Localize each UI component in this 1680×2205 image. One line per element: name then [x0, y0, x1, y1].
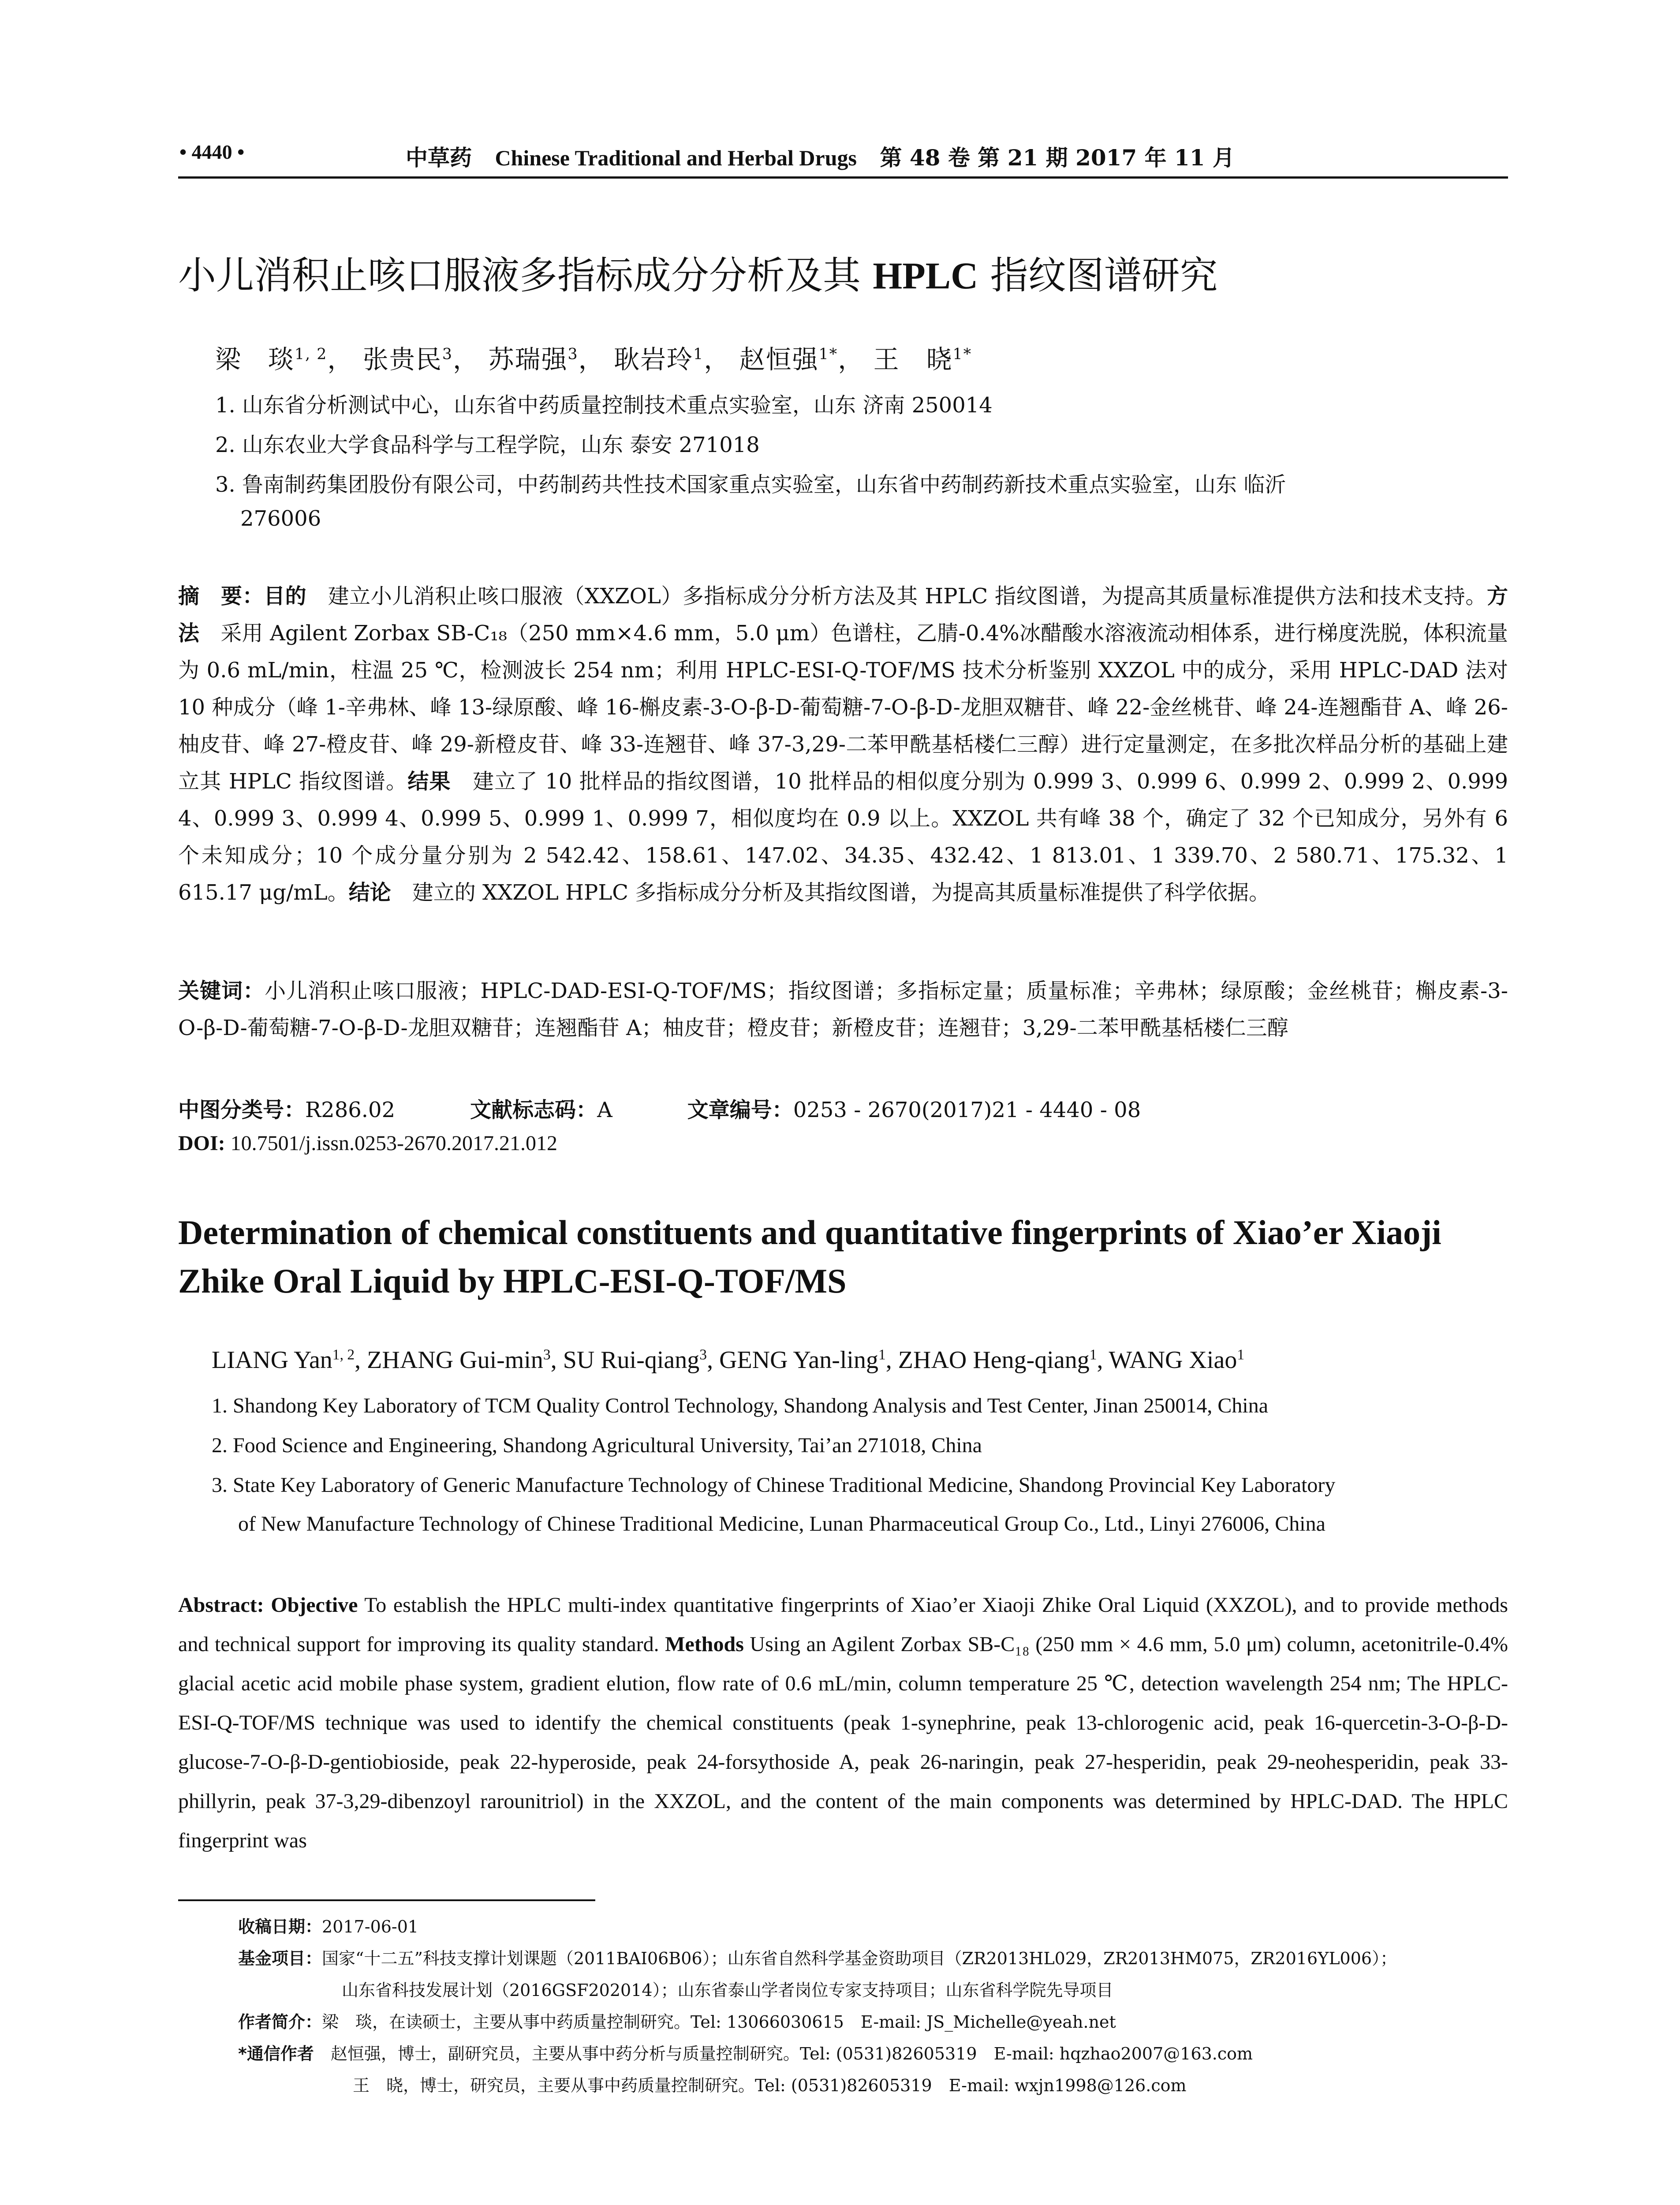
cn-affiliation-3: 3. 鲁南制药集团股份有限公司，中药制药共性技术国家重点实验室，山东省中药制药新技术重点实验室，山东 临沂	[215, 472, 1286, 497]
footnote-fund-cont: 山东省科技发展计划（2016GSF202014）；山东省泰山学者岗位专家支持项目；山东省科学院先导项目	[342, 1981, 1113, 2000]
cn-author: 王 晓	[873, 344, 953, 374]
cn-results: 建立了 10 批样品的指纹图谱，10 批样品的相似度分别为 0.999 3、0.999 6、0.999 2、0.999 2、0.999 4、0.999 3、0.999 4、0.999 5、0.999 1、0.999 7，相似度均在 0.9 以上。XXZOL 共有峰 38 个，确定了 32 个已知成分，另外有 6 个未知成分；10 个成分量分别为 2 542.42、158.61、147.02、34.35、432.42、1 813.01、1 339.70、2 580.71、175.32、1 615.17 μg/mL。	[178, 769, 1508, 905]
header-rule	[178, 176, 1508, 179]
received-label: 收稿日期：	[238, 1917, 322, 1936]
en-author-sup: 1	[878, 1346, 886, 1363]
footnote-author	[238, 2008, 1116, 2033]
cn-conclusion-label: 结论	[348, 880, 391, 905]
received-date: 2017-06-01	[322, 1917, 419, 1936]
journal-name-cn: 中草药	[406, 145, 472, 171]
en-author-sup: 1	[1089, 1346, 1097, 1363]
page-number: • 4440 •	[179, 141, 245, 163]
cn-author-sup: 1	[693, 345, 704, 363]
cn-classification	[178, 1093, 1141, 1123]
footnote-corresponding	[238, 2040, 1253, 2064]
article-no-value: 0253 - 2670(2017)21 - 4440 - 08	[793, 1098, 1141, 1122]
en-methods-label: Methods	[665, 1633, 744, 1656]
doc-code-label: 文献标志码：	[470, 1098, 597, 1122]
journal-name-en: Chinese Traditional and Herbal Drugs	[495, 146, 857, 170]
en-author-sup: 3	[699, 1346, 707, 1363]
cn-objective: 建立小儿消积止咳口服液（XXZOL）多指标成分分析方法及其 HPLC 指纹图谱，为提高其质量标准提供方法和技术支持。	[306, 584, 1487, 609]
en-author: GENG Yan-ling	[719, 1346, 878, 1374]
footnote-fund	[238, 1945, 1397, 1969]
en-title: Determination of chemical constituents and quantitative fingerprints of Xiao’er Xiaoji Zhike Oral Liquid by HPLC-ESI-Q-TOF/MS	[178, 1213, 1441, 1300]
en-author-sup: 3	[543, 1346, 551, 1363]
cn-conclusion: 建立的 XXZOL HPLC 多指标成分分析及其指纹图谱，为提高其质量标准提供了科学依据。	[391, 880, 1270, 905]
cn-methods: 采用 Agilent Zorbax SB-C₁₈（250 mm×4.6 mm，5.0 μm）色谱柱，乙腈-0.4%冰醋酸水溶液流动相体系，进行梯度洗脱，体积流量为 0.6 mL/min，柱温 25 ℃，检测波长 254 nm；利用 HPLC-ESI-Q-TOF/MS 技术分析鉴别 XXZOL 中的成分，采用 HPLC-DAD 法对 10 种成分（峰 1-辛弗林、峰 13-绿原酸、峰 16-槲皮素-3-O-β-D-葡萄糖-7-O-β-D-龙胆双糖苷、峰 22-金丝桃苷、峰 24-连翘酯苷 A、峰 26-柚皮苷、峰 27-橙皮苷、峰 29-新橙皮苷、峰 33-连翘苷、峰 37-3,29-二苯甲酰基栝楼仁三醇）进行定量测定，在多批次样品分析的基础上建立其 HPLC 指纹图谱。	[178, 621, 1508, 794]
en-affiliation-1: 1. Shandong Key Laboratory of TCM Quality Control Technology, Shandong Analysis and Test Center, Jinan 250014, China	[212, 1394, 1268, 1417]
cn-affiliation-1: 1. 山东省分析测试中心，山东省中药质量控制技术重点实验室，山东 济南 250014	[215, 393, 993, 418]
journal-header	[406, 140, 1235, 172]
en-author-sup: 1, 2	[332, 1346, 355, 1363]
en-author: WANG Xiao	[1109, 1346, 1237, 1374]
cn-title-part-c: 指纹图谱研究	[978, 254, 1218, 298]
cn-title	[178, 245, 1218, 299]
en-author-list: LIANG Yan$^{1, 2}$, ZHANG Gui-$\min^3$, SU Rui-qiang$^3$, GENG Yan-ling$^1$, ZHAO Heng-qiang$^1$, WANG Xiao$^1$	[212, 1346, 1245, 1374]
cn-results-label: 结果	[407, 769, 451, 794]
en-objective: To establish the HPLC multi-index quantitative fingerprints of Xiao’er Xiaoji Zhike Oral Liquid (XXZOL), and to provide methods and technical support for improving its quality standard.	[178, 1593, 1508, 1656]
article-no-label: 文章编号：	[687, 1098, 793, 1122]
fund-text: 国家“十二五”科技支撑计划课题（2011BAI06B06）；山东省自然科学基金资助项目（ZR2013HL029，ZR2013HM075，ZR2016YL006）；	[322, 1949, 1397, 1968]
footnote-rule	[178, 1899, 595, 1901]
fund-label: 基金项目：	[238, 1949, 322, 1968]
en-author: LIANG Yan	[212, 1346, 332, 1374]
cn-keywords-text: 小儿消积止咳口服液；HPLC-DAD-ESI-Q-TOF/MS；指纹图谱；多指标定量；质量标准；辛弗林；绿原酸；金丝桃苷；槲皮素-3-O-β-D-葡萄糖-7-O-β-D-龙胆双糖苷；连翘酯苷 A；柚皮苷；橙皮苷；新橙皮苷；连翘苷；3,29-二苯甲酰基栝楼仁三醇	[178, 979, 1508, 1040]
cn-title-part-b: HPLC	[873, 254, 978, 297]
en-methods: Using an Agilent Zorbax SB-C₁₈ (250 mm × 4.6 mm, 5.0 μm) column, acetonitrile-0.4% glacial acetic acid mobile phase system, gradient elution, flow rate of 0.6 mL/min, column temperature 25 ℃, detection wavelength 254 nm; The HPLC-ESI-Q-TOF/MS technique was used to identify the chemical constituents (peak 1-synephrine, peak 13-chlorogenic acid, peak 16-quercetin-3-O-β-D-glucose-7-O-β-D-gentiobioside, peak 22-hyperoside, peak 24-forsythoside A, peak 26-naringin, peak 27-hesperidin, peak 29-neohesperidin, peak 33-phillyrin, peak 37-3,29-dibenzoyl rarounitriol) in the XXZOL, and the content of the main components was determined by HPLC-DAD. The HPLC fingerprint was	[178, 1633, 1508, 1852]
cn-author-list: 梁 琰$^{1, 2}$， 张贵民$^3$， 苏瑞强$^3$， 耿岩玲$^1$， 赵恒强$^{1*}$， 王 晓$^{1*}$	[215, 344, 972, 374]
author-bio-label: 作者简介：	[238, 2012, 322, 2032]
cn-author: 张贵民	[362, 344, 442, 374]
clc-label: 中图分类号：	[178, 1098, 306, 1122]
corresponding-text-2: 王 晓，博士，研究员，主要从事中药质量控制研究。Tel: (0531)82605319 E-mail: wxjn1998@126.com	[353, 2076, 1187, 2095]
journal-issue: 第 48 卷 第 21 期 2017 年 11 月	[880, 145, 1235, 171]
cn-author: 梁 琰	[215, 344, 295, 374]
en-author: ZHANG Gui-min	[367, 1346, 543, 1374]
en-author: SU Rui-qiang	[563, 1346, 700, 1374]
cn-keywords	[178, 972, 1508, 1046]
cn-author-sup: 1*	[952, 345, 972, 363]
en-abstract-label: Abstract: Objective	[178, 1593, 358, 1617]
clc-value: R286.02	[305, 1098, 396, 1122]
cn-keywords-label: 关键词：	[178, 979, 265, 1003]
corresponding-label: *通信作者	[238, 2044, 314, 2063]
doi-value[interactable]: 10.7501/j.issn.0253-2670.2017.21.012	[225, 1132, 558, 1155]
doc-code-value: A	[597, 1098, 612, 1122]
cn-author-sup: 1*	[818, 345, 838, 363]
cn-author-sup: 1, 2	[295, 345, 328, 363]
en-author-sup: 1	[1237, 1346, 1245, 1363]
cn-abstract-label: 摘 要：	[178, 584, 264, 609]
cn-title-part-a: 小儿消积止咳口服液多指标成分分析及其	[178, 254, 873, 298]
cn-affiliation-2: 2. 山东农业大学食品科学与工程学院，山东 泰安 271018	[215, 433, 760, 457]
doi-label: DOI:	[178, 1132, 225, 1155]
en-affiliation-3: 3. State Key Laboratory of Generic Manufacture Technology of Chinese Traditional Medicine, Shandong Provincial Key Laboratory	[212, 1473, 1336, 1497]
cn-author: 苏瑞强	[488, 344, 568, 374]
en-abstract	[178, 1585, 1508, 1860]
footnote-received	[238, 1913, 418, 1937]
author-bio-text: 梁 琰，在读硕士，主要从事中药质量控制研究。Tel: 13066030615 E-mail: JS_Michelle@yeah.net	[322, 2012, 1116, 2032]
cn-author-sup: 3	[567, 345, 579, 363]
cn-author: 赵恒强	[739, 344, 819, 374]
cn-objective-label: 目的	[264, 584, 307, 609]
en-affiliation-3-cont: of New Manufacture Technology of Chinese Traditional Medicine, Lunan Pharmaceutical Group Co., Ltd., Linyi 276006, China	[238, 1512, 1325, 1536]
cn-methods-label: 方法	[178, 584, 1508, 646]
cn-abstract	[178, 578, 1508, 911]
corresponding-text-1: 赵恒强，博士，副研究员，主要从事中药分析与质量控制研究。Tel: (0531)82605319 E-mail: hqzhao2007@163.com	[314, 2044, 1253, 2063]
cn-author-sup: 3	[442, 345, 453, 363]
doi-line	[178, 1131, 557, 1155]
en-affiliation-2: 2. Food Science and Engineering, Shandong Agricultural University, Tai’an 271018, China	[212, 1434, 982, 1457]
en-author: ZHAO Heng-qiang	[898, 1346, 1090, 1374]
cn-author: 耿岩玲	[614, 344, 694, 374]
cn-affiliation-3-cont: 276006	[240, 506, 321, 531]
